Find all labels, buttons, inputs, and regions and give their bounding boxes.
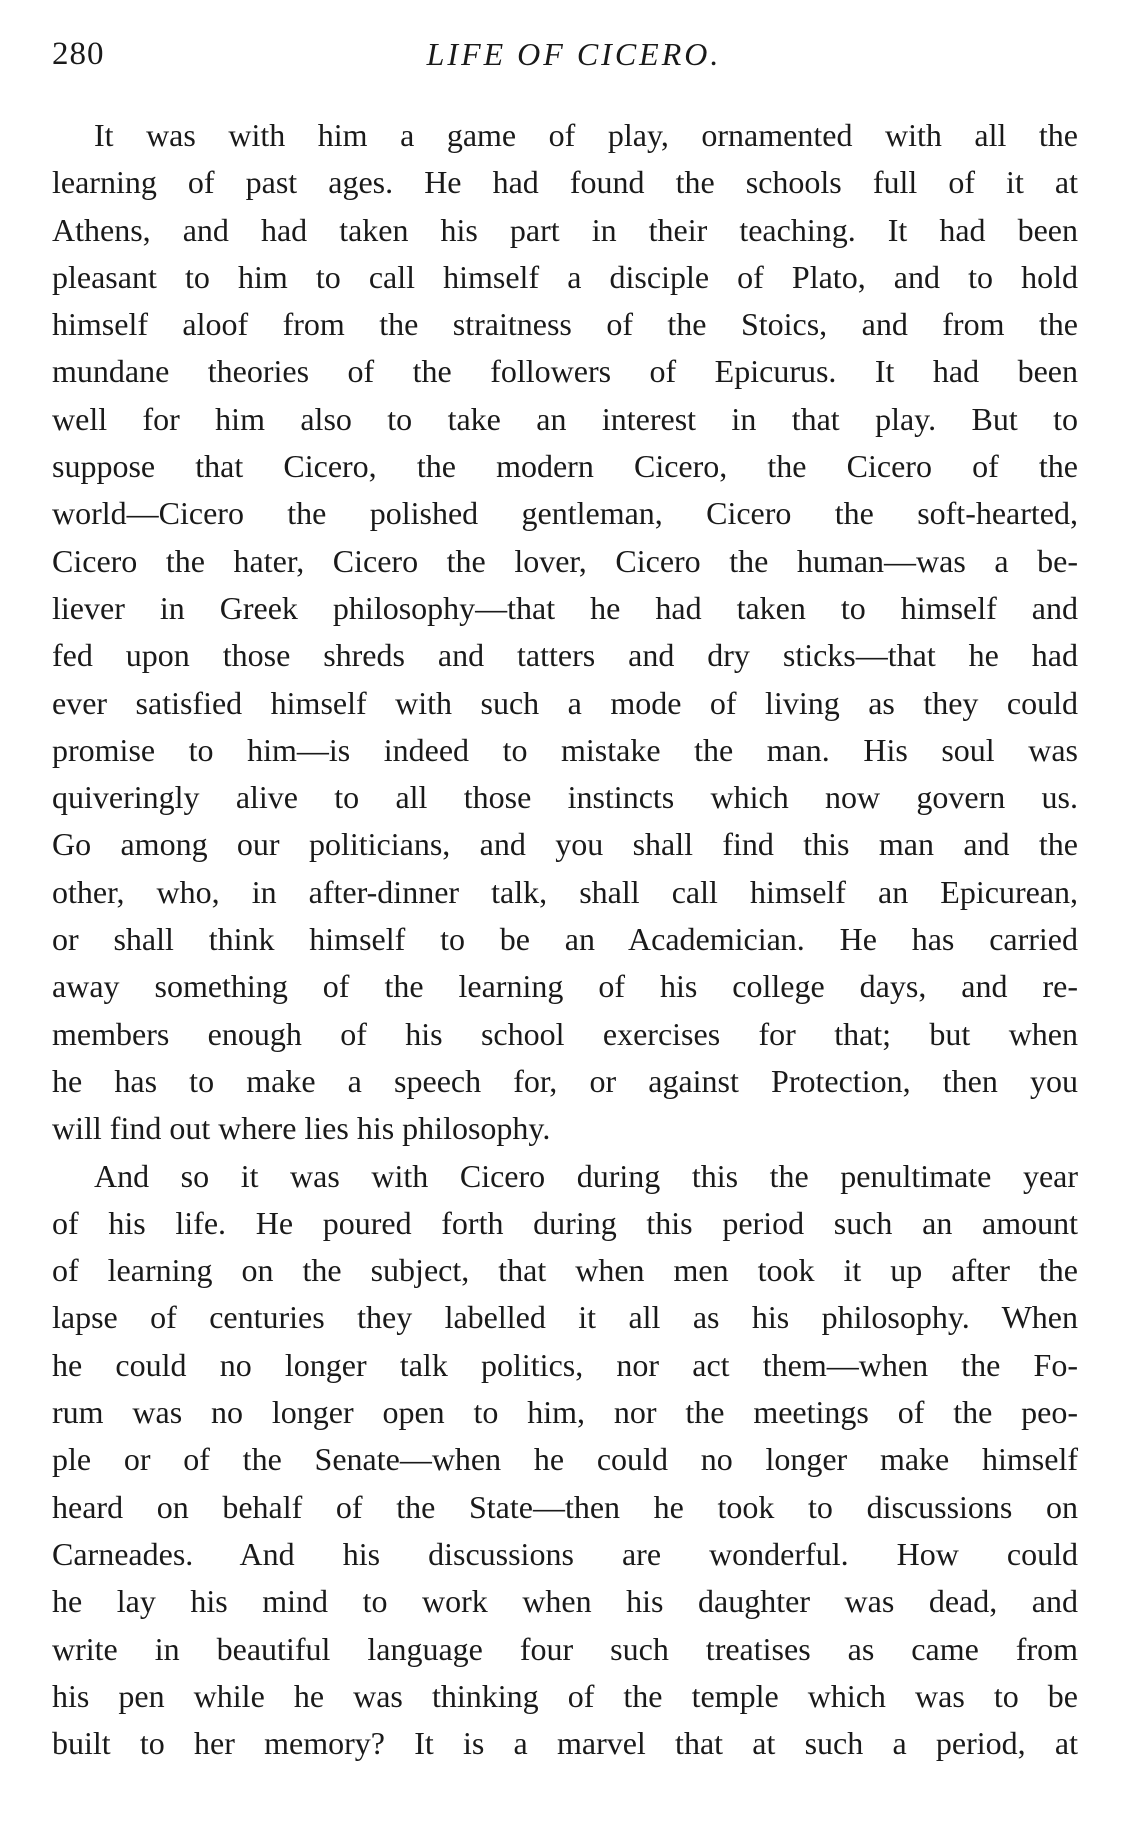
text-line: he lay his mind to work when his daughter was dead, and: [52, 1583, 1078, 1620]
text-line: his pen while he was thinking of the temple which was to be: [52, 1677, 1078, 1714]
text-line: write in beautiful language four such treatises as came from: [52, 1630, 1078, 1667]
text-line: mundane theories of the followers of Epicurus. It had been: [52, 353, 1078, 390]
text-line: pleasant to him to call himself a disciple of Plato, and to hold: [52, 258, 1078, 295]
paragraph-1: [52, 112, 1078, 1153]
text-line: liever in Greek philosophy—that he had taken to himself and: [52, 589, 1078, 626]
text-line: Athens, and had taken his part in their teaching. It had been: [52, 211, 1078, 248]
text-line: lapse of centuries they labelled it all as his philosophy. When: [52, 1299, 1078, 1336]
text-line: or shall think himself to be an Academician. He has carried: [52, 921, 1078, 958]
text-line: other, who, in after-dinner talk, shall call himself an Epicurean,: [52, 873, 1078, 910]
text-line: learning of past ages. He had found the schools full of it at: [52, 164, 1078, 201]
text-line: of learning on the subject, that when men took it up after the: [52, 1252, 1078, 1289]
text-line: heard on behalf of the State—then he took to discussions on: [52, 1488, 1078, 1525]
text-line: ple or of the Senate—when he could no longer make himself: [52, 1441, 1078, 1478]
running-title: LIFE OF CICERO.: [426, 36, 722, 72]
text-line: It was with him a game of play, ornamented with all the: [94, 117, 1078, 153]
text-line: ever satisfied himself with such a mode of living as they could: [52, 684, 1078, 721]
text-line: Carneades. And his discussions are wonderful. How could: [52, 1535, 1078, 1572]
text-line: world—Cicero the polished gentleman, Cicero the soft-hearted,: [52, 495, 1078, 532]
text-line: Cicero the hater, Cicero the lover, Cicero the human—was a be-: [52, 542, 1078, 579]
text-line: Go among our politicians, and you shall find this man and the: [52, 826, 1078, 863]
text-line: built to her memory? It is a marvel that at such a period, at: [52, 1725, 1078, 1762]
text-line: And so it was with Cicero during this the penultimate year: [94, 1157, 1078, 1194]
text-line: himself aloof from the straitness of the Stoics, and from the: [52, 306, 1078, 343]
text-line: will find out where lies his philosophy.: [52, 1110, 551, 1147]
text-line: quiveringly alive to all those instincts which now govern us.: [52, 779, 1078, 816]
running-head: [52, 36, 1076, 84]
text-line: fed upon those shreds and tatters and dry sticks—that he had: [52, 637, 1078, 674]
text-line: he could no longer talk politics, nor act them—when the Fo-: [52, 1346, 1078, 1383]
page-number: 280: [52, 36, 105, 72]
body-text: [52, 112, 1078, 1767]
text-line: of his life. He poured forth during this period such an amount: [52, 1204, 1078, 1241]
text-line: suppose that Cicero, the modern Cicero, the Cicero of the: [52, 448, 1078, 485]
text-line: away something of the learning of his college days, and re-: [52, 968, 1078, 1005]
text-line: well for him also to take an interest in that play. But to: [52, 400, 1078, 437]
text-line: rum was no longer open to him, nor the meetings of the peo-: [52, 1394, 1078, 1431]
text-line: promise to him—is indeed to mistake the man. His soul was: [52, 731, 1078, 768]
paragraph-2: [52, 1153, 1078, 1768]
text-line: he has to make a speech for, or against Protection, then you: [52, 1062, 1078, 1099]
text-line: members enough of his school exercises for that; but when: [52, 1015, 1078, 1052]
